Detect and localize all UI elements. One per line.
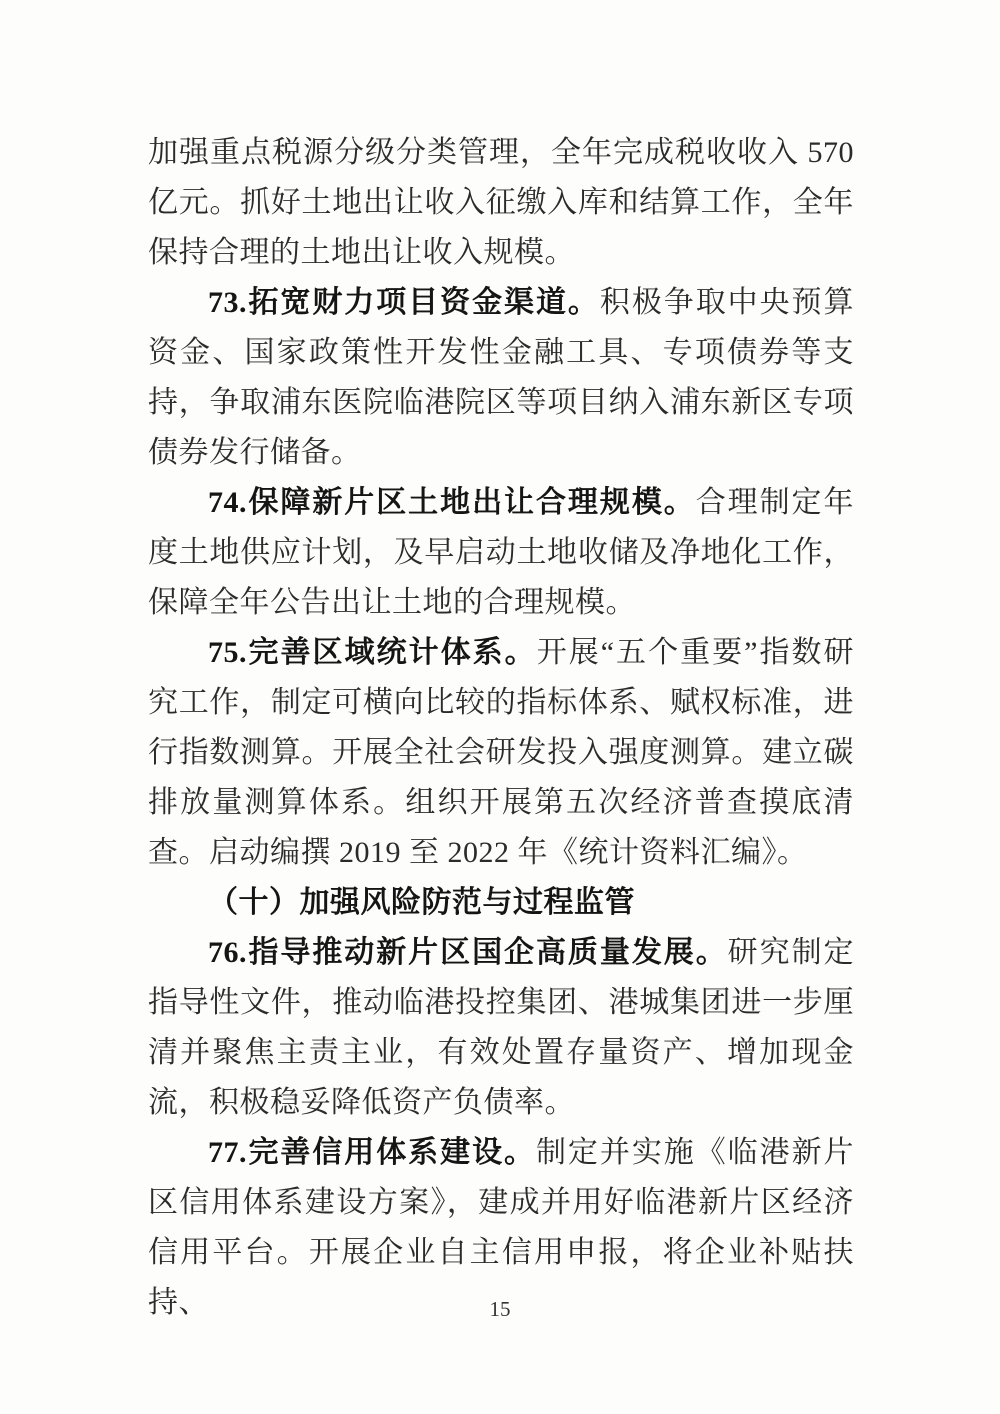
paragraph-item-75 <box>148 628 854 878</box>
item-75-lead: 75.完善区域统计体系。 <box>208 636 537 669</box>
document-body <box>148 128 854 1328</box>
item-77-text: 制定并实施《临港新片区信用体系建设方案》，建成并用好临港新片区经济信用平台。开展企业自主信用申报，将企业补贴扶持、 <box>148 1136 855 1319</box>
item-75-text: 开展“五个重要”指数研究工作，制定可横向比较的指标体系、赋权标准，进行指数测算。开展全社会研发投入强度测算。建立碳排放量测算体系。组织开展第五次经济普查摸底清查。启动编撰 2019 至 2022 年《统计资料汇编》。 <box>148 636 854 869</box>
paragraph-continuation <box>148 128 854 278</box>
paragraph-item-74 <box>148 478 854 628</box>
item-76-text: 研究制定指导性文件，推动临港投控集团、港城集团进一步厘清并聚焦主责主业，有效处置存量资产、增加现金流，积极稳妥降低资产负债率。 <box>148 936 855 1119</box>
page-number: 15 <box>489 1297 511 1321</box>
item-74-lead: 74.保障新片区土地出让合理规模。 <box>208 486 696 519</box>
item-77-lead: 77.完善信用体系建设。 <box>208 1136 536 1169</box>
paragraph-text: 加强重点税源分级分类管理，全年完成税收收入 570 亿元。抓好土地出让收入征缴入库和结算工作，全年保持合理的土地出让收入规模。 <box>148 136 854 269</box>
item-76-lead: 76.指导推动新片区国企高质量发展。 <box>208 936 728 969</box>
item-73-lead: 73.拓宽财力项目资金渠道。 <box>208 286 600 319</box>
item-74-text: 合理制定年度土地供应计划，及早启动土地收储及净地化工作，保障全年公告出让土地的合理规模。 <box>148 486 855 619</box>
paragraph-item-73 <box>148 278 854 478</box>
item-73-text: 积极争取中央预算资金、国家政策性开发性金融工具、专项债券等支持，争取浦东医院临港院区等项目纳入浦东新区专项债券发行储备。 <box>148 286 855 469</box>
paragraph-item-76 <box>148 928 854 1128</box>
section-heading-10: （十）加强风险防范与过程监管 <box>208 886 635 919</box>
